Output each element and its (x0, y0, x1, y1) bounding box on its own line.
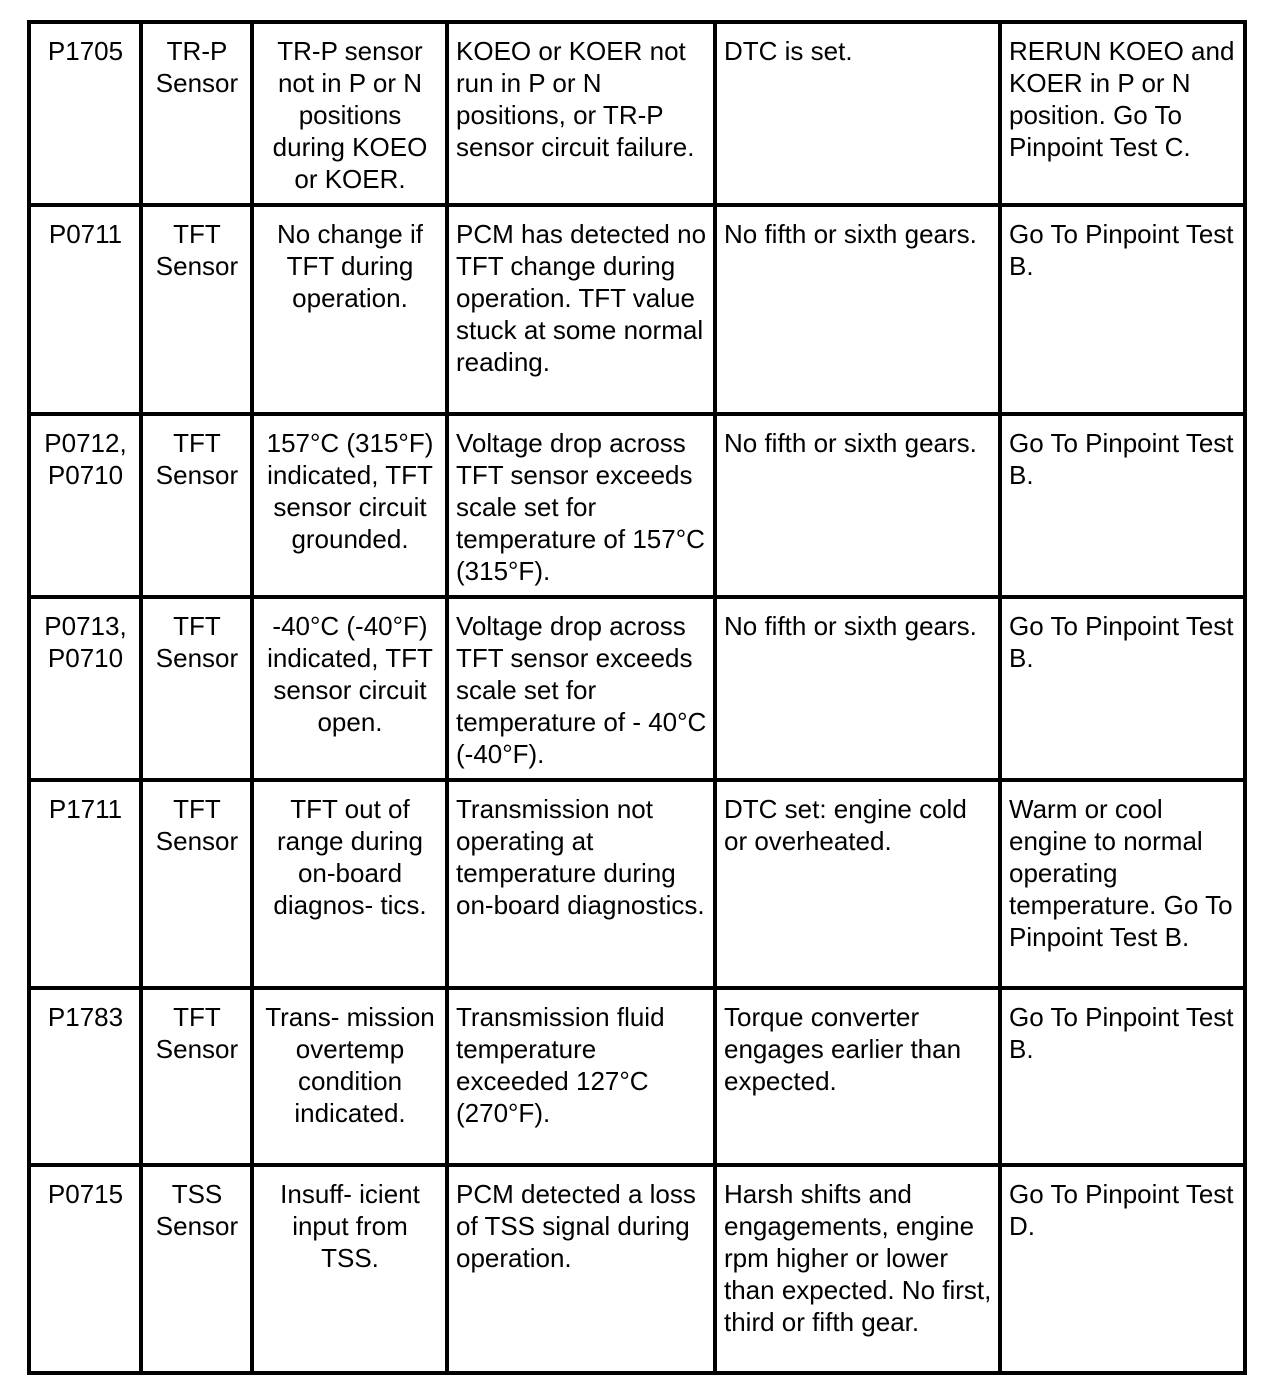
action-cell: Go To Pinpoint Test B. (1000, 205, 1245, 414)
description-cell: -40°C (-40°F) indicated, TFT sensor circuit open. (252, 597, 447, 780)
sensor-cell: TFT Sensor (141, 597, 252, 780)
table-row (29, 780, 1245, 988)
dtc-code-cell: P0715 (29, 1165, 141, 1373)
action-cell: Go To Pinpoint Test B. (1000, 597, 1245, 780)
condition-cell: Voltage drop across TFT sensor exceeds scale set for temperature of 157°C (315°F). (447, 414, 715, 597)
table-row (29, 414, 1245, 597)
action-cell: Warm or cool engine to normal operating temperature. Go To Pinpoint Test B. (1000, 780, 1245, 988)
condition-cell: KOEO or KOER not run in P or N positions, or TR-P sensor circuit failure. (447, 22, 715, 205)
symptom-cell: Harsh shifts and engagements, engine rpm higher or lower than expected. No first, third or fifth gear. (715, 1165, 1000, 1373)
symptom-cell: No fifth or sixth gears. (715, 414, 1000, 597)
symptom-cell: DTC set: engine cold or overheated. (715, 780, 1000, 988)
condition-cell: PCM detected a loss of TSS signal during operation. (447, 1165, 715, 1373)
dtc-code-cell: P1705 (29, 22, 141, 205)
action-cell: Go To Pinpoint Test B. (1000, 988, 1245, 1165)
action-cell: Go To Pinpoint Test D. (1000, 1165, 1245, 1373)
sensor-cell: TR-P Sensor (141, 22, 252, 205)
dtc-code-cell: P0711 (29, 205, 141, 414)
action-cell: Go To Pinpoint Test B. (1000, 414, 1245, 597)
dtc-code-cell: P0713, P0710 (29, 597, 141, 780)
table-row (29, 988, 1245, 1165)
table-row (29, 205, 1245, 414)
description-cell: TFT out of range during on-board diagnos- tics. (252, 780, 447, 988)
symptom-cell: No fifth or sixth gears. (715, 205, 1000, 414)
symptom-cell: Torque converter engages earlier than expected. (715, 988, 1000, 1165)
table-row (29, 597, 1245, 780)
sensor-cell: TSS Sensor (141, 1165, 252, 1373)
condition-cell: Transmission not operating at temperature during on-board diagnostics. (447, 780, 715, 988)
sensor-cell: TFT Sensor (141, 414, 252, 597)
description-cell: Trans- mission overtemp condition indicated. (252, 988, 447, 1165)
action-cell: RERUN KOEO and KOER in P or N position. Go To Pinpoint Test C. (1000, 22, 1245, 205)
condition-cell: Voltage drop across TFT sensor exceeds scale set for temperature of - 40°C (-40°F). (447, 597, 715, 780)
sensor-cell: TFT Sensor (141, 988, 252, 1165)
symptom-cell: No fifth or sixth gears. (715, 597, 1000, 780)
dtc-code-cell: P0712, P0710 (29, 414, 141, 597)
dtc-code-cell: P1783 (29, 988, 141, 1165)
condition-cell: PCM has detected no TFT change during operation. TFT value stuck at some normal reading. (447, 205, 715, 414)
dtc-code-cell: P1711 (29, 780, 141, 988)
table-row (29, 1165, 1245, 1373)
description-cell: Insuff- icient input from TSS. (252, 1165, 447, 1373)
dtc-table (27, 20, 1247, 1375)
description-cell: No change if TFT during operation. (252, 205, 447, 414)
sensor-cell: TFT Sensor (141, 205, 252, 414)
sensor-cell: TFT Sensor (141, 780, 252, 988)
symptom-cell: DTC is set. (715, 22, 1000, 205)
description-cell: TR-P sensor not in P or N positions during KOEO or KOER. (252, 22, 447, 205)
description-cell: 157°C (315°F) indicated, TFT sensor circuit grounded. (252, 414, 447, 597)
table-row (29, 22, 1245, 205)
condition-cell: Transmission fluid temperature exceeded 127°C (270°F). (447, 988, 715, 1165)
